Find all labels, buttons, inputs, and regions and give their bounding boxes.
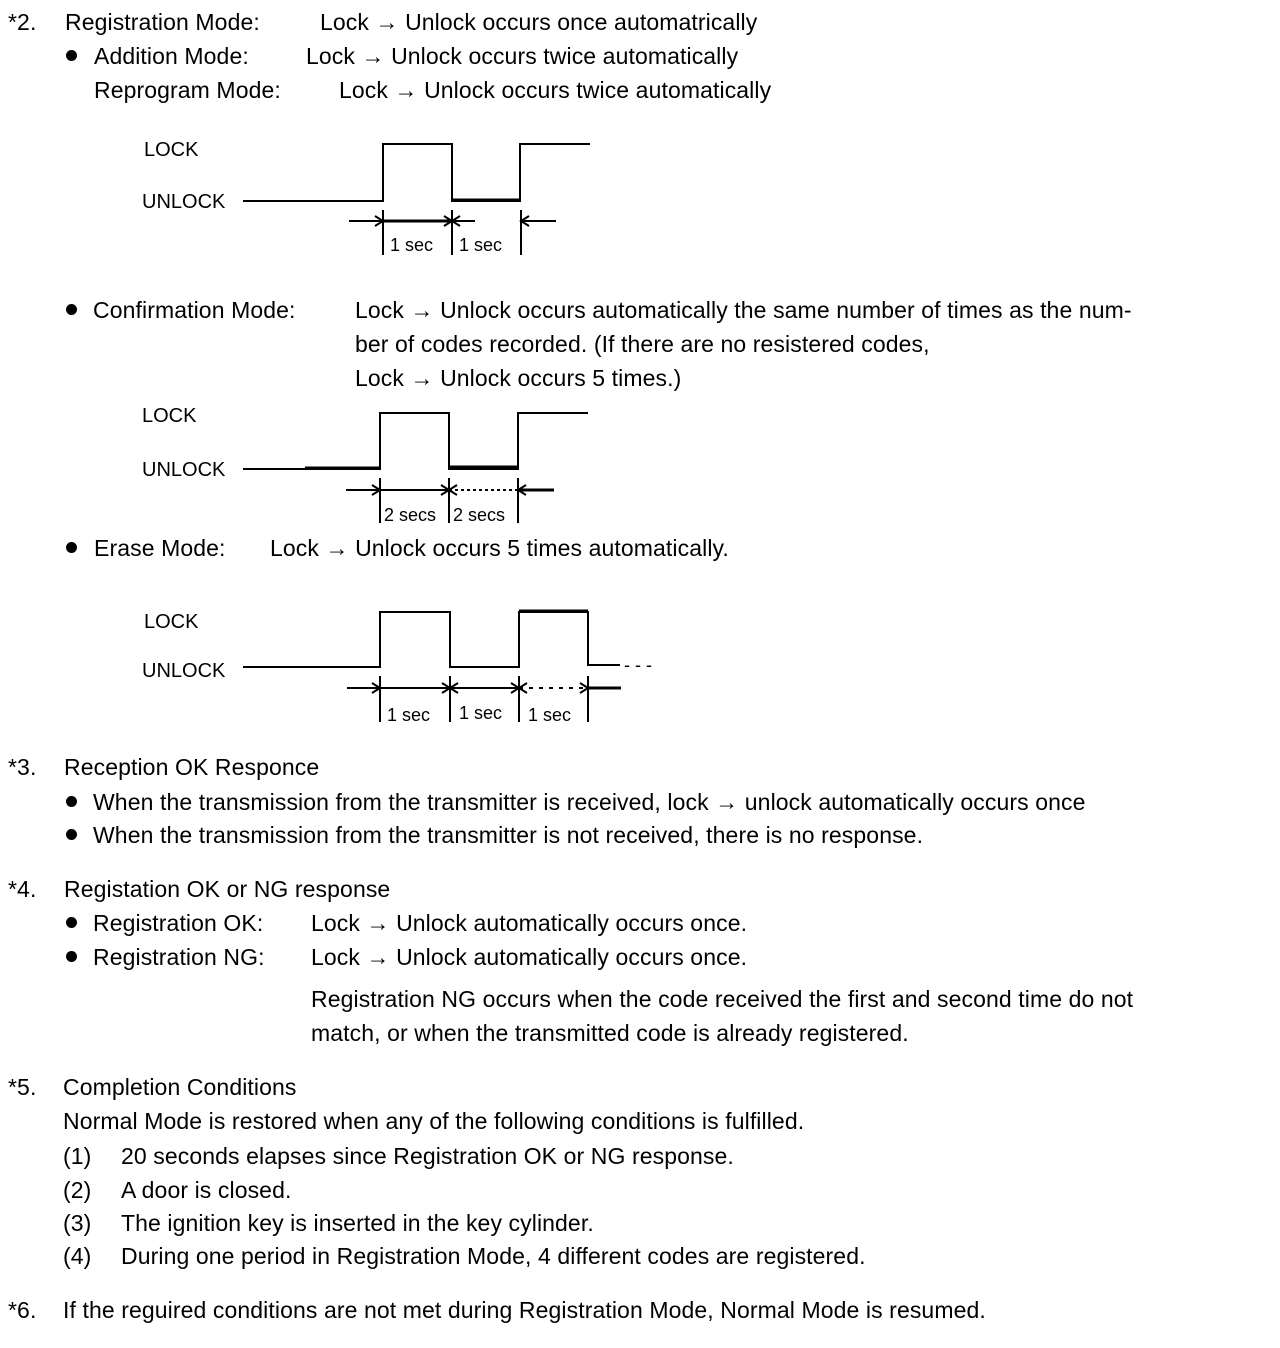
confirmation-mode-text-3: Lock → Unlock occurs 5 times.) [355,365,682,391]
diagram3-continuation: - - - [624,655,652,675]
registration-ok-label: Registration OK: [93,910,264,936]
diagram1-time-1: 1 sec [390,235,434,255]
diagram1-time-2: 1 sec [459,235,503,255]
section-2-number: *2. [8,9,37,35]
diagram2-time-2: 2 secs [453,505,506,525]
confirmation-mode-label: Confirmation Mode: [93,297,296,323]
registration-ng-note-1: Registration NG occurs when the code received the first and second time do not [311,986,1134,1012]
condition-number: (1) [63,1143,92,1169]
bullet-icon [66,796,77,807]
addition-mode-label: Addition Mode: [94,43,249,69]
confirmation-mode-text-2: ber of codes recorded. (If there are no resistered codes, [355,331,930,357]
reception-not-received-text: When the transmission from the transmitter is not received, there is no response. [93,822,924,848]
diagram3-time-2: 1 sec [459,703,503,723]
condition-text: 20 seconds elapses since Registration OK or NG response. [121,1143,734,1169]
diagram2-unlock-label: UNLOCK [142,459,226,481]
erase-mode-text: Lock → Unlock occurs 5 times automatically. [270,535,729,561]
registration-ng-note-2: match, or when the transmitted code is already registered. [311,1020,909,1046]
reprogram-mode-label: Reprogram Mode: [94,77,281,103]
diagram3-time-1: 1 sec [387,705,431,725]
registration-ng-text: Lock → Unlock automatically occurs once. [311,944,748,970]
diagram3-time-3: 1 sec [528,705,572,725]
section-5-intro: Normal Mode is restored when any of the following conditions is fulfilled. [63,1108,805,1134]
bullet-icon [66,951,77,962]
section-5-number: *5. [8,1074,37,1100]
reprogram-mode-text: Lock → Unlock occurs twice automatically [339,77,772,103]
condition-text: A door is closed. [121,1177,292,1203]
condition-number: (4) [63,1243,92,1269]
bullet-icon [66,917,77,928]
diagram3-unlock-label: UNLOCK [142,660,226,682]
condition-text: During one period in Registration Mode, 4 different codes are registered. [121,1243,866,1269]
reception-received-text: When the transmission from the transmitter is received, lock → unlock automatically occurs once [93,789,1086,815]
registration-ok-text: Lock → Unlock automatically occurs once. [311,910,748,936]
section-5-title: Completion Conditions [63,1074,297,1100]
condition-text: The ignition key is inserted in the key cylinder. [121,1210,594,1236]
section-3-title: Reception OK Responce [64,754,320,780]
diagram1-unlock-label: UNLOCK [142,191,226,213]
condition-number: (3) [63,1210,92,1236]
confirmation-mode-text-1: Lock → Unlock occurs automatically the same number of times as the num- [355,297,1132,323]
bullet-icon [66,829,77,840]
diagram2-lock-label: LOCK [142,405,197,427]
registration-mode-label: Registration Mode: [65,9,260,35]
addition-mode-text: Lock → Unlock occurs twice automatically [306,43,739,69]
section-4-number: *4. [8,876,37,902]
diagram2-time-1: 2 secs [384,505,437,525]
diagram3-waveform [243,612,620,667]
section-3-number: *3. [8,754,37,780]
section-4-title: Registation OK or NG response [64,876,391,902]
diagram1-lock-label: LOCK [144,139,199,161]
diagram3-lock-label: LOCK [144,611,199,633]
condition-number: (2) [63,1177,92,1203]
section-6-text: If the reguired conditions are not met during Registration Mode, Normal Mode is resumed. [63,1297,986,1323]
registration-mode-text: Lock → Unlock occurs once automatrically [320,9,758,35]
section-6-number: *6. [8,1297,37,1323]
registration-ng-label: Registration NG: [93,944,265,970]
erase-mode-label: Erase Mode: [94,535,226,561]
